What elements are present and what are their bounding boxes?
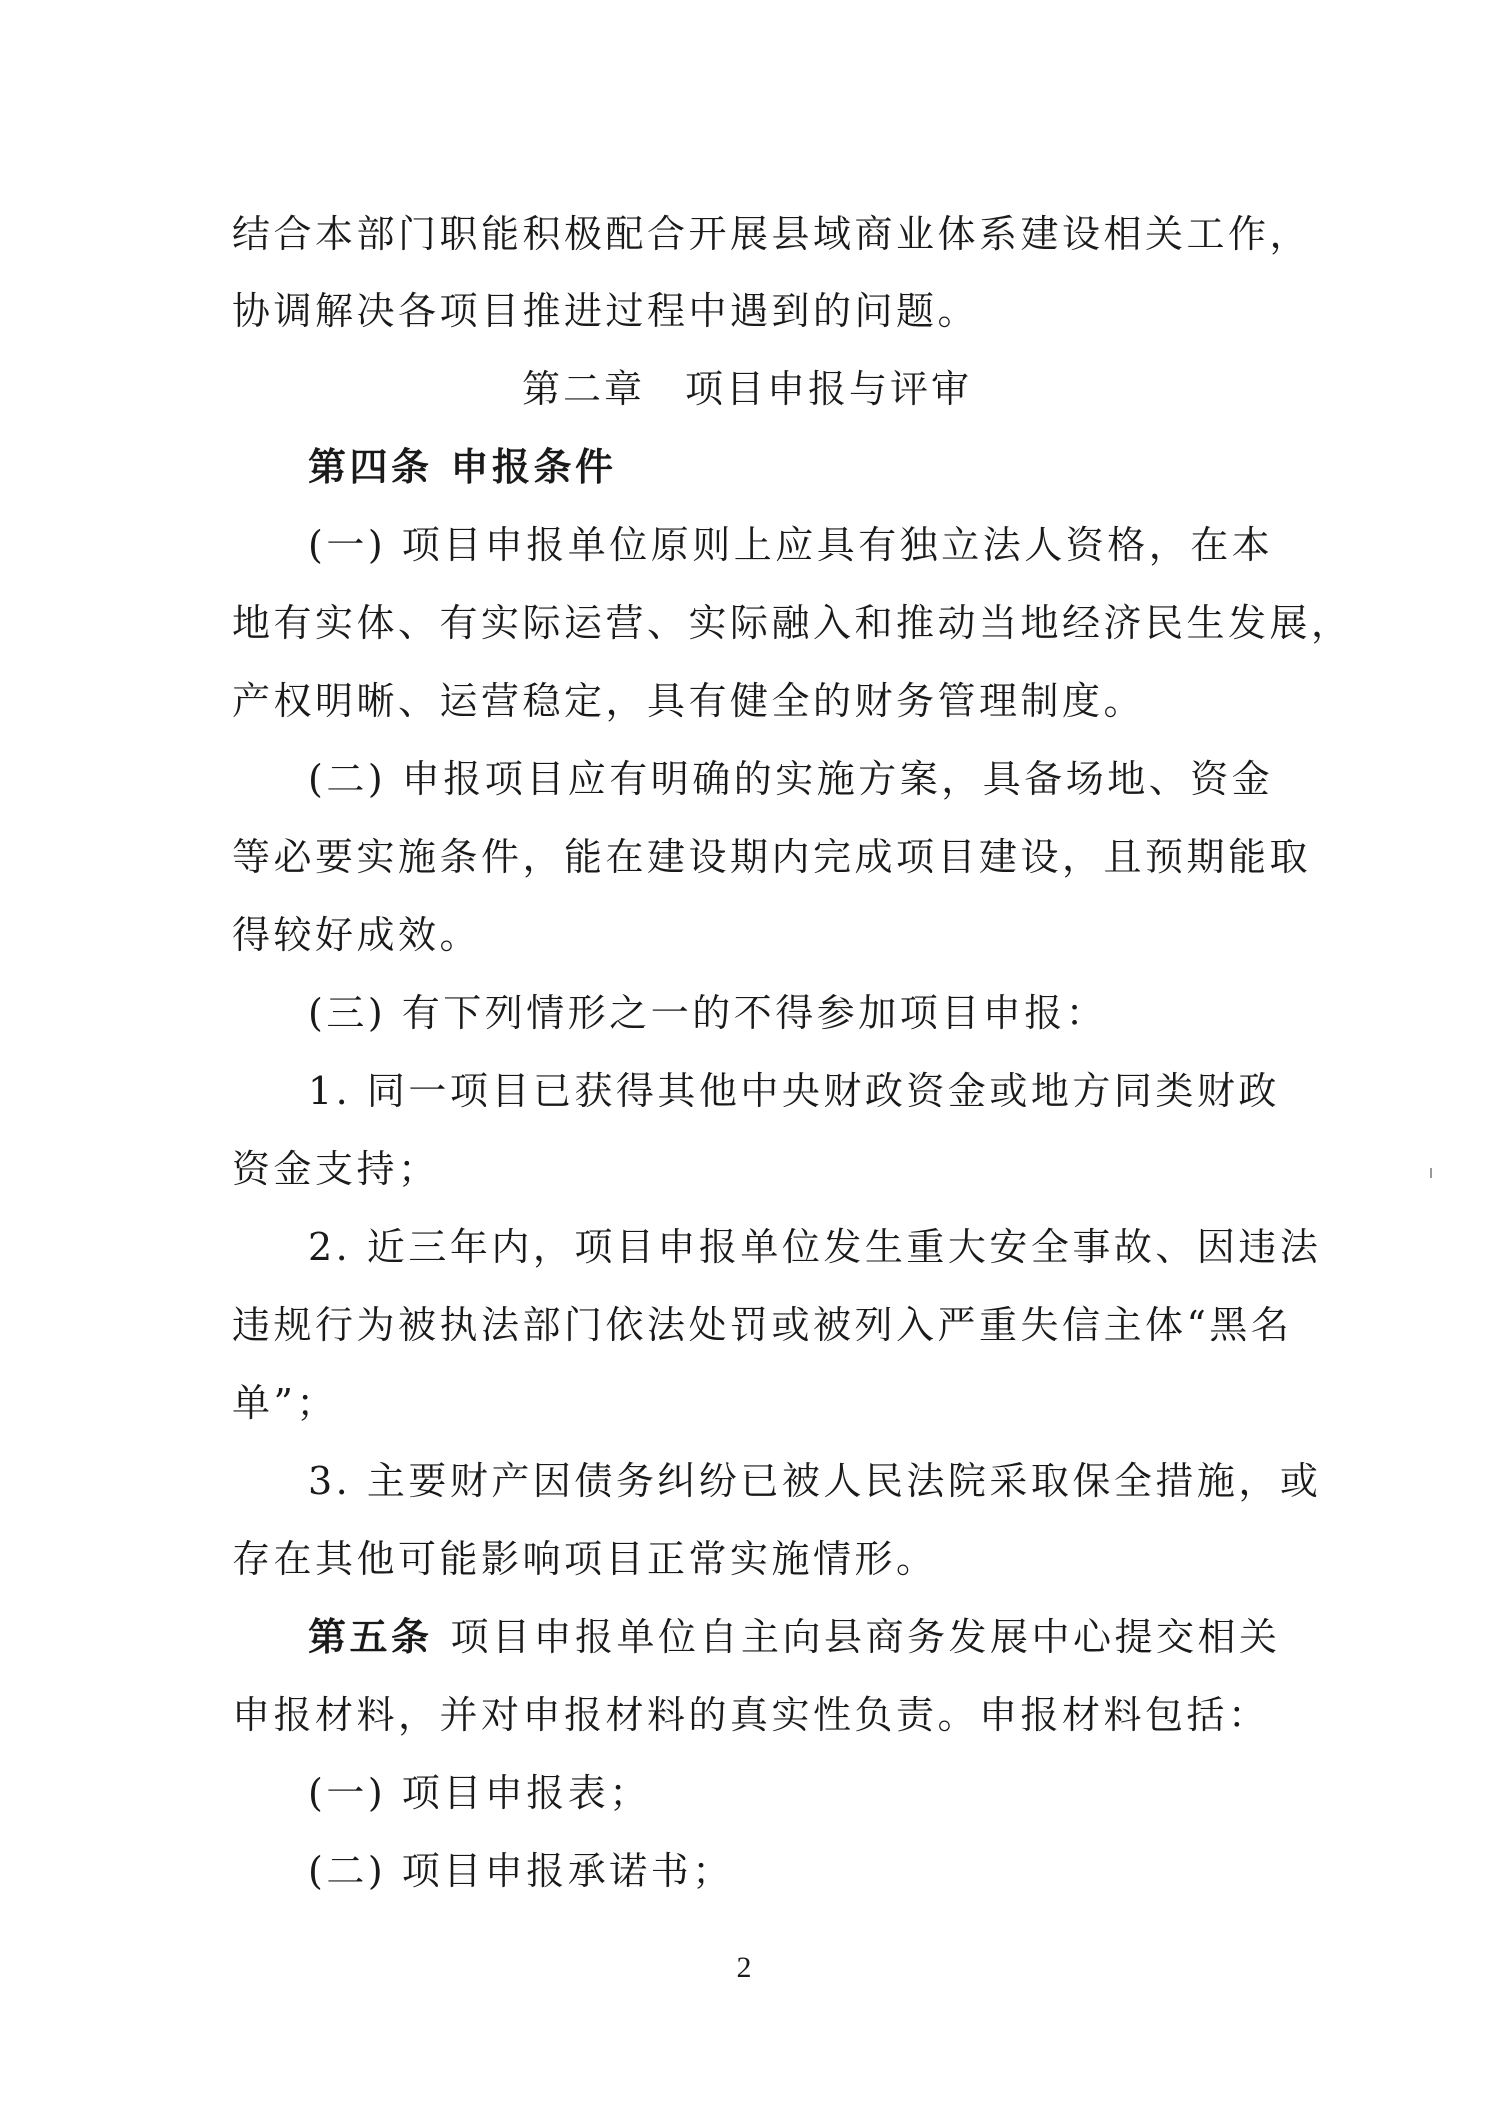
list-item: 2. 近三年内，项目申报单位发生重大安全事故、因违法 xyxy=(308,1225,1322,1269)
paragraph-line: 产权明晰、运营稳定，具有健全的财务管理制度。 xyxy=(232,679,1146,723)
chapter-heading xyxy=(232,365,1262,413)
list-item: (一) 项目申报表； xyxy=(308,1771,651,1815)
article-label: 第四条 xyxy=(308,444,433,489)
chapter-number: 第二章 xyxy=(521,367,645,411)
article-label: 第五条 xyxy=(308,1614,433,1659)
paragraph-line: 协调解决各项目推进过程中遇到的问题。 xyxy=(232,289,980,333)
paragraph-line: 等必要实施条件，能在建设期内完成项目建设，且预期能取 xyxy=(232,835,1312,879)
scan-mark xyxy=(1430,1168,1432,1178)
list-item: 3. 主要财产因债务纠纷已被人民法院采取保全措施，或 xyxy=(308,1459,1322,1503)
paragraph-line: 违规行为被执法部门依法处罚或被列入严重失信主体“黑名 xyxy=(232,1303,1293,1347)
paragraph-line: 资金支持； xyxy=(232,1147,440,1191)
paragraph-line: 存在其他可能影响项目正常实施情形。 xyxy=(232,1537,938,1581)
page-number: 2 xyxy=(736,1951,752,1984)
paragraph-line: 单”； xyxy=(232,1381,338,1425)
paragraph-line: (三) 有下列情形之一的不得参加项目申报： xyxy=(308,991,1108,1035)
article-title: 申报条件 xyxy=(450,444,617,489)
paragraph-line: (二) 申报项目应有明确的实施方案，具备场地、资金 xyxy=(308,757,1274,801)
paragraph-line: 得较好成效。 xyxy=(232,913,482,957)
article-paragraph xyxy=(308,1613,1281,1661)
paragraph-line: 申报材料，并对申报材料的真实性负责。申报材料包括： xyxy=(232,1693,1270,1737)
list-item: (二) 项目申报承诺书； xyxy=(308,1849,734,1893)
article-text: 项目申报单位自主向县商务发展中心提交相关 xyxy=(450,1615,1281,1659)
paragraph-line: 地有实体、有实际运营、实际融入和推动当地经济民生发展， xyxy=(232,601,1353,645)
list-item: 1. 同一项目已获得其他中央财政资金或地方同类财政 xyxy=(308,1069,1280,1113)
chapter-title: 项目申报与评审 xyxy=(685,367,973,411)
paragraph-line: (一) 项目申报单位原则上应具有独立法人资格，在本 xyxy=(308,523,1274,567)
article-heading xyxy=(308,443,1262,491)
paragraph-line: 结合本部门职能积极配合开展县域商业体系建设相关工作， xyxy=(232,212,1312,256)
